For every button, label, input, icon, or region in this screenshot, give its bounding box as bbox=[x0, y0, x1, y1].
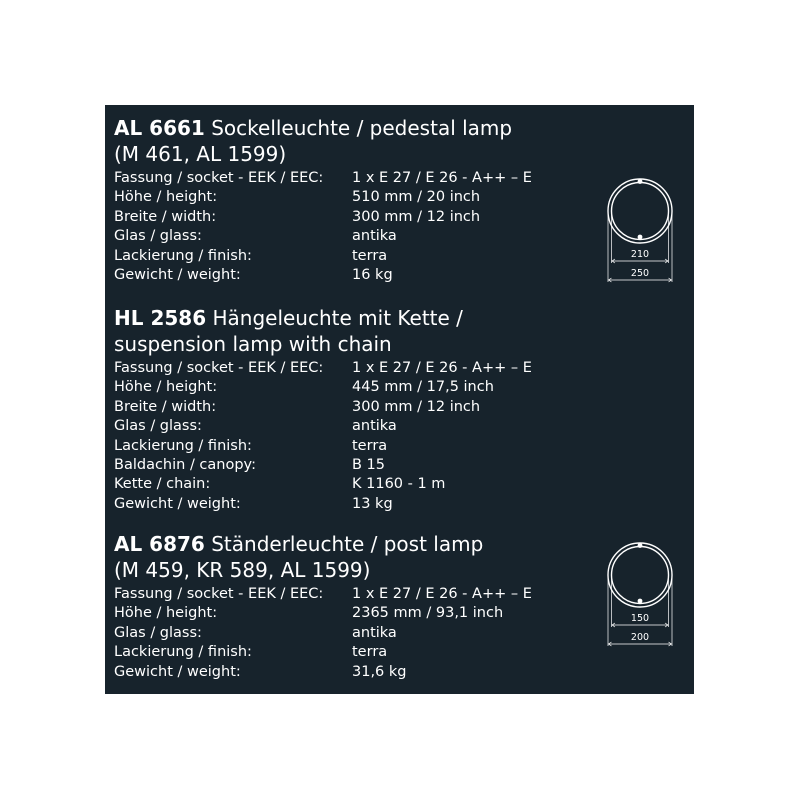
spec-value: 1 x E 27 / E 26 - A++ – E bbox=[352, 360, 532, 376]
spec-row bbox=[114, 359, 584, 378]
spec-key: Lackierung / finish: bbox=[114, 247, 252, 264]
spec-value: terra bbox=[352, 644, 388, 661]
spec-panel bbox=[105, 105, 694, 694]
spec-row bbox=[114, 378, 584, 397]
spec-key: Fassung / socket - EEK / EEC: bbox=[114, 170, 324, 186]
circle-dimension-icon bbox=[603, 167, 677, 289]
spec-key: Lackierung / finish: bbox=[114, 644, 252, 661]
spec-value: 510 mm / 20 inch bbox=[352, 189, 481, 206]
spec-row bbox=[114, 417, 584, 436]
product-name-line2: (M 459, KR 589, AL 1599) bbox=[114, 558, 371, 582]
spec-key: Fassung / socket - EEK / EEC: bbox=[114, 360, 324, 376]
spec-key: Gewicht / weight: bbox=[114, 267, 241, 284]
spec-key: Höhe / height: bbox=[114, 379, 218, 396]
spec-row bbox=[114, 437, 584, 456]
spec-list bbox=[114, 169, 584, 285]
spec-row bbox=[114, 604, 584, 623]
spec-key: Höhe / height: bbox=[114, 605, 218, 622]
base-diagram-al6661 bbox=[603, 167, 677, 293]
spec-row bbox=[114, 227, 584, 246]
spec-value: 1 x E 27 / E 26 - A++ – E bbox=[352, 170, 532, 186]
spec-row bbox=[114, 169, 584, 188]
spec-value: 1 x E 27 / E 26 - A++ – E bbox=[352, 586, 532, 602]
product-name-line2: suspension lamp with chain bbox=[114, 332, 392, 356]
product-name-line1: Hängeleuchte mit Kette / bbox=[212, 306, 463, 330]
spec-key: Gewicht / weight: bbox=[114, 663, 241, 680]
spec-value: B 15 bbox=[352, 457, 386, 474]
inner-diameter-label: 150 bbox=[630, 613, 650, 624]
product-code: AL 6661 bbox=[114, 116, 205, 140]
product-block-al6661 bbox=[114, 115, 584, 285]
spec-row bbox=[114, 475, 584, 494]
spec-value: 445 mm / 17,5 inch bbox=[352, 379, 494, 396]
spec-value: K 1160 - 1 m bbox=[352, 476, 446, 493]
spec-key: Fassung / socket - EEK / EEC: bbox=[114, 586, 324, 602]
spec-value: antika bbox=[352, 624, 397, 641]
spec-key: Kette / chain: bbox=[114, 476, 211, 493]
spec-value: antika bbox=[352, 228, 397, 245]
spec-row bbox=[114, 188, 584, 207]
spec-row bbox=[114, 495, 584, 514]
spec-key: Glas / glass: bbox=[114, 228, 202, 245]
product-block-hl2586 bbox=[114, 305, 584, 514]
product-block-al6876 bbox=[114, 531, 584, 682]
spec-row bbox=[114, 456, 584, 475]
product-code: AL 6876 bbox=[114, 532, 205, 556]
spec-row bbox=[114, 208, 584, 227]
product-title bbox=[114, 115, 584, 141]
spec-key: Breite / width: bbox=[114, 398, 217, 415]
spec-value: 300 mm / 12 inch bbox=[352, 208, 481, 225]
spec-key: Glas / glass: bbox=[114, 624, 202, 641]
spec-value: terra bbox=[352, 437, 388, 454]
product-title bbox=[114, 531, 584, 557]
spec-key: Lackierung / finish: bbox=[114, 437, 252, 454]
spec-value: terra bbox=[352, 247, 388, 264]
spec-key: Baldachin / canopy: bbox=[114, 457, 256, 474]
spec-row bbox=[114, 247, 584, 266]
spec-list bbox=[114, 359, 584, 514]
outer-diameter-label: 250 bbox=[630, 268, 650, 279]
spec-value: 16 kg bbox=[352, 267, 393, 284]
base-diagram-al6876 bbox=[603, 531, 677, 657]
spec-row bbox=[114, 266, 584, 285]
product-title bbox=[114, 305, 584, 331]
product-name-line1: Ständerleuchte / post lamp bbox=[211, 532, 484, 556]
spec-key: Breite / width: bbox=[114, 208, 217, 225]
spec-value: 31,6 kg bbox=[352, 663, 407, 680]
spec-key: Gewicht / weight: bbox=[114, 495, 241, 512]
spec-row bbox=[114, 663, 584, 682]
spec-row bbox=[114, 643, 584, 662]
spec-key: Höhe / height: bbox=[114, 189, 218, 206]
spec-value: antika bbox=[352, 418, 397, 435]
circle-dimension-icon bbox=[603, 531, 677, 653]
product-code: HL 2586 bbox=[114, 306, 207, 330]
inner-diameter-label: 210 bbox=[630, 249, 650, 260]
outer-diameter-label: 200 bbox=[630, 632, 650, 643]
spec-row bbox=[114, 624, 584, 643]
spec-key: Glas / glass: bbox=[114, 418, 202, 435]
spec-value: 2365 mm / 93,1 inch bbox=[352, 605, 504, 622]
product-name-line1: Sockelleuchte / pedestal lamp bbox=[211, 116, 513, 140]
spec-row bbox=[114, 585, 584, 604]
spec-value: 13 kg bbox=[352, 495, 393, 512]
spec-list bbox=[114, 585, 584, 682]
spec-row bbox=[114, 398, 584, 417]
spec-value: 300 mm / 12 inch bbox=[352, 398, 481, 415]
product-name-line2: (M 461, AL 1599) bbox=[114, 142, 287, 166]
